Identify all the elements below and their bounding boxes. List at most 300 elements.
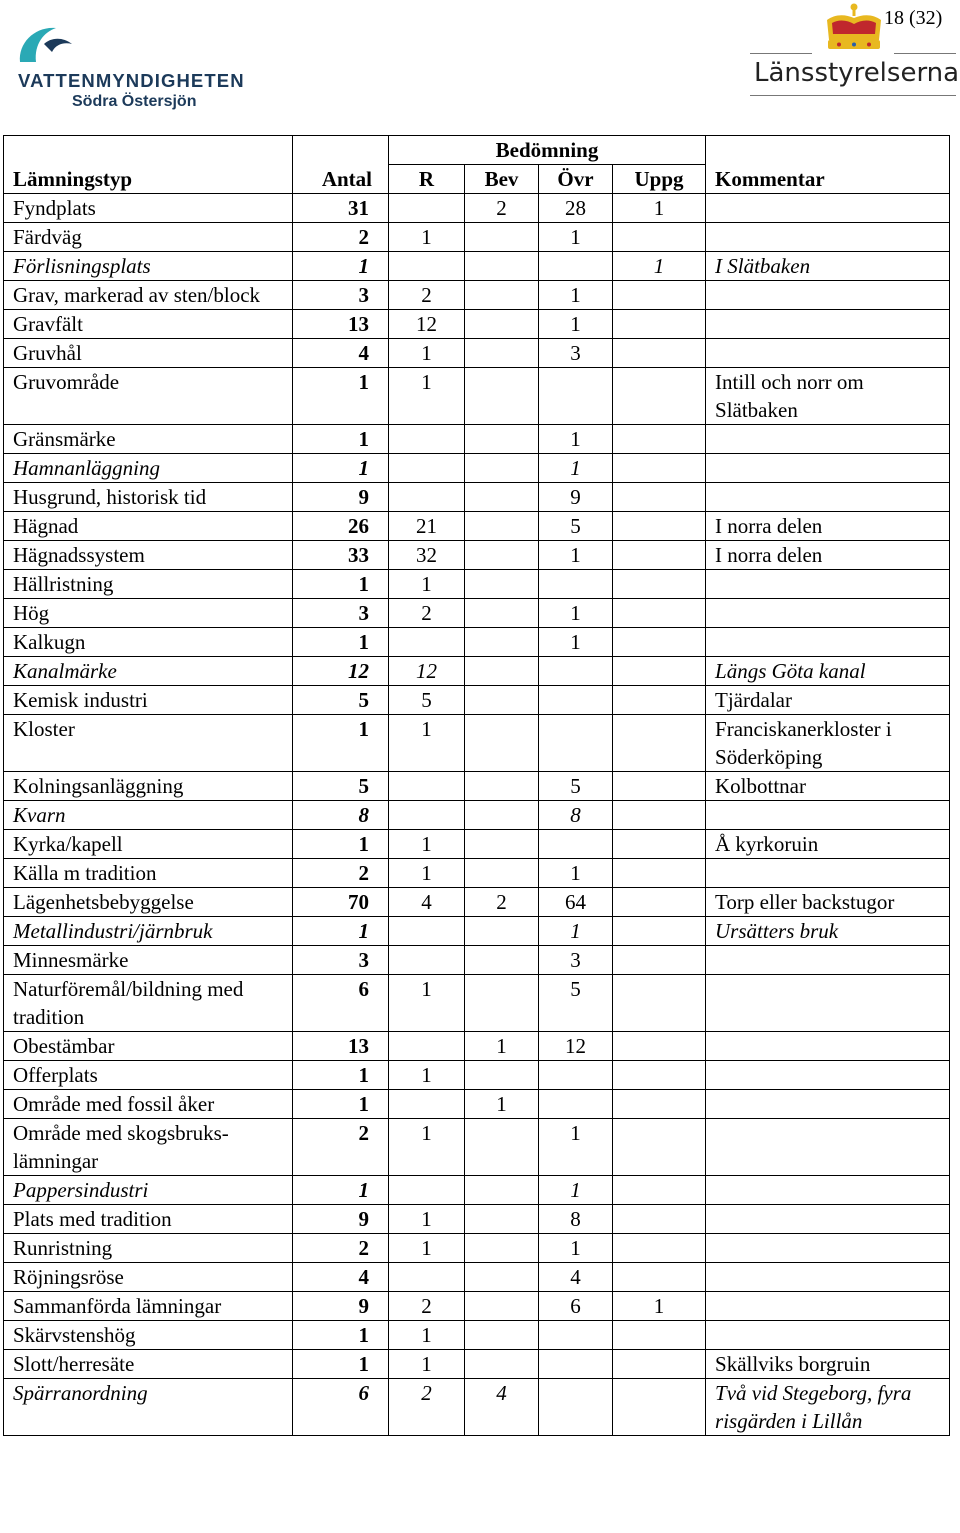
cell-kommentar xyxy=(706,1176,950,1205)
cell-kommentar xyxy=(706,1263,950,1292)
cell-antal: 1 xyxy=(293,1090,389,1119)
cell-uppg xyxy=(613,223,706,252)
cell-typ: Kvarn xyxy=(4,801,293,830)
cell-ovr: 6 xyxy=(539,1292,613,1321)
cell-bev xyxy=(465,1119,539,1176)
cell-bev xyxy=(465,1292,539,1321)
cell-r xyxy=(389,917,465,946)
cell-r: 2 xyxy=(389,1379,465,1436)
cell-kommentar xyxy=(706,599,950,628)
cell-uppg xyxy=(613,483,706,512)
cell-kommentar xyxy=(706,339,950,368)
cell-r: 12 xyxy=(389,657,465,686)
cell-antal: 2 xyxy=(293,1234,389,1263)
cell-kommentar xyxy=(706,1119,950,1176)
cell-bev xyxy=(465,917,539,946)
cell-kommentar xyxy=(706,628,950,657)
cell-bev xyxy=(465,425,539,454)
cell-kommentar xyxy=(706,1090,950,1119)
table-row xyxy=(4,1321,950,1350)
cell-r: 12 xyxy=(389,310,465,339)
cell-ovr xyxy=(539,1350,613,1379)
cell-ovr: 28 xyxy=(539,194,613,223)
cell-uppg xyxy=(613,859,706,888)
cell-bev: 1 xyxy=(465,1032,539,1061)
table-row xyxy=(4,281,950,310)
cell-ovr: 5 xyxy=(539,772,613,801)
table-row xyxy=(4,570,950,599)
cell-uppg xyxy=(613,512,706,541)
cell-kommentar: Kolbottnar xyxy=(706,772,950,801)
cell-bev xyxy=(465,1234,539,1263)
cell-antal: 70 xyxy=(293,888,389,917)
cell-r: 4 xyxy=(389,888,465,917)
cell-typ: Kalkugn xyxy=(4,628,293,657)
cell-bev xyxy=(465,859,539,888)
cell-kommentar xyxy=(706,801,950,830)
cell-ovr xyxy=(539,570,613,599)
table-row xyxy=(4,917,950,946)
cell-kommentar xyxy=(706,1234,950,1263)
cell-uppg xyxy=(613,599,706,628)
cell-typ: Spärranordning xyxy=(4,1379,293,1436)
cell-typ: Metallindustri/järnbruk xyxy=(4,917,293,946)
cell-typ: Husgrund, historisk tid xyxy=(4,483,293,512)
cell-bev xyxy=(465,310,539,339)
cell-uppg xyxy=(613,368,706,425)
org-left-line2: Södra Östersjön xyxy=(72,93,197,110)
cell-bev xyxy=(465,599,539,628)
cell-kommentar xyxy=(706,454,950,483)
cell-antal: 4 xyxy=(293,339,389,368)
cell-bev xyxy=(465,512,539,541)
cell-typ: Område med fossil åker xyxy=(4,1090,293,1119)
cell-uppg xyxy=(613,946,706,975)
table-row xyxy=(4,310,950,339)
col-header-kommentar: Kommentar xyxy=(706,136,950,194)
cell-r xyxy=(389,1090,465,1119)
cell-r: 1 xyxy=(389,1205,465,1234)
cell-kommentar xyxy=(706,1205,950,1234)
cell-uppg xyxy=(613,1321,706,1350)
col-header-lamningstyp: Lämningstyp xyxy=(4,136,293,194)
org-right: Länsstyrelserna xyxy=(754,58,960,88)
org-left-line1: VATTENMYNDIGHETEN xyxy=(18,70,245,91)
table-body xyxy=(4,194,950,1436)
cell-bev: 1 xyxy=(465,1090,539,1119)
table-row xyxy=(4,1292,950,1321)
cell-kommentar xyxy=(706,1061,950,1090)
vattenmyndigheten-logo-icon xyxy=(14,22,84,68)
cell-bev xyxy=(465,281,539,310)
cell-uppg xyxy=(613,830,706,859)
cell-uppg xyxy=(613,772,706,801)
cell-uppg xyxy=(613,541,706,570)
cell-antal: 2 xyxy=(293,859,389,888)
cell-bev xyxy=(465,715,539,772)
cell-typ: Hällristning xyxy=(4,570,293,599)
cell-antal: 1 xyxy=(293,425,389,454)
table-row xyxy=(4,194,950,223)
table-row xyxy=(4,223,950,252)
cell-r xyxy=(389,1032,465,1061)
cell-ovr: 1 xyxy=(539,281,613,310)
table-row xyxy=(4,628,950,657)
cell-uppg: 1 xyxy=(613,194,706,223)
cell-ovr xyxy=(539,1321,613,1350)
cell-bev xyxy=(465,1350,539,1379)
cell-antal: 1 xyxy=(293,252,389,281)
cell-typ: Kanalmärke xyxy=(4,657,293,686)
cell-bev xyxy=(465,339,539,368)
cell-r xyxy=(389,1176,465,1205)
table-row xyxy=(4,1176,950,1205)
cell-r xyxy=(389,194,465,223)
cell-ovr: 3 xyxy=(539,946,613,975)
table-row xyxy=(4,1090,950,1119)
cell-ovr xyxy=(539,1061,613,1090)
cell-r: 5 xyxy=(389,686,465,715)
cell-kommentar: Å kyrkoruin xyxy=(706,830,950,859)
cell-typ: Källa m tradition xyxy=(4,859,293,888)
cell-ovr: 8 xyxy=(539,1205,613,1234)
cell-antal: 31 xyxy=(293,194,389,223)
cell-typ: Naturföremål/bildning med tradition xyxy=(4,975,293,1032)
cell-antal: 3 xyxy=(293,281,389,310)
cell-r: 1 xyxy=(389,830,465,859)
cell-uppg xyxy=(613,1176,706,1205)
cell-uppg xyxy=(613,686,706,715)
cell-kommentar: Skällviks borgruin xyxy=(706,1350,950,1379)
cell-uppg xyxy=(613,1119,706,1176)
cell-typ: Fyndplats xyxy=(4,194,293,223)
cell-bev xyxy=(465,1205,539,1234)
cell-r: 1 xyxy=(389,368,465,425)
cell-ovr: 1 xyxy=(539,1234,613,1263)
cell-ovr xyxy=(539,686,613,715)
cell-r xyxy=(389,425,465,454)
cell-bev: 4 xyxy=(465,1379,539,1436)
cell-typ: Grav, markerad av sten/block xyxy=(4,281,293,310)
cell-kommentar: Tjärdalar xyxy=(706,686,950,715)
cell-typ: Förlisningsplats xyxy=(4,252,293,281)
cell-antal: 9 xyxy=(293,1205,389,1234)
cell-ovr: 5 xyxy=(539,975,613,1032)
cell-kommentar: Två vid Stegeborg, fyra risgärden i Lillån xyxy=(706,1379,950,1436)
cell-r: 1 xyxy=(389,339,465,368)
cell-bev xyxy=(465,570,539,599)
cell-uppg xyxy=(613,1061,706,1090)
cell-bev xyxy=(465,1176,539,1205)
cell-r: 1 xyxy=(389,1321,465,1350)
cell-ovr: 12 xyxy=(539,1032,613,1061)
cell-antal: 8 xyxy=(293,801,389,830)
cell-antal: 12 xyxy=(293,657,389,686)
cell-bev xyxy=(465,368,539,425)
cell-uppg xyxy=(613,975,706,1032)
cell-bev xyxy=(465,252,539,281)
cell-bev xyxy=(465,541,539,570)
crown-icon xyxy=(823,2,885,54)
cell-antal: 13 xyxy=(293,310,389,339)
cell-kommentar: I norra delen xyxy=(706,541,950,570)
divider xyxy=(750,95,956,96)
cell-ovr: 9 xyxy=(539,483,613,512)
cell-bev xyxy=(465,1321,539,1350)
cell-typ: Runristning xyxy=(4,1234,293,1263)
cell-bev xyxy=(465,1061,539,1090)
cell-bev xyxy=(465,223,539,252)
cell-ovr xyxy=(539,368,613,425)
cell-kommentar: Franciskanerkloster i Söderköping xyxy=(706,715,950,772)
cell-bev: 2 xyxy=(465,194,539,223)
table-row xyxy=(4,425,950,454)
cell-r: 1 xyxy=(389,223,465,252)
cell-typ: Pappersindustri xyxy=(4,1176,293,1205)
cell-r: 1 xyxy=(389,1234,465,1263)
cell-antal: 1 xyxy=(293,454,389,483)
cell-r: 2 xyxy=(389,281,465,310)
cell-r: 1 xyxy=(389,975,465,1032)
cell-antal: 6 xyxy=(293,975,389,1032)
cell-r: 1 xyxy=(389,859,465,888)
cell-uppg xyxy=(613,1379,706,1436)
cell-typ: Färdväg xyxy=(4,223,293,252)
table-row xyxy=(4,1205,950,1234)
lamning-table xyxy=(3,135,950,1436)
cell-ovr: 1 xyxy=(539,541,613,570)
lansstyrelserna-logo xyxy=(748,2,958,100)
cell-r xyxy=(389,1263,465,1292)
cell-kommentar xyxy=(706,223,950,252)
cell-kommentar xyxy=(706,194,950,223)
cell-antal: 1 xyxy=(293,830,389,859)
cell-r xyxy=(389,801,465,830)
table-row xyxy=(4,888,950,917)
cell-uppg xyxy=(613,1350,706,1379)
cell-antal: 1 xyxy=(293,628,389,657)
table-row xyxy=(4,512,950,541)
cell-kommentar xyxy=(706,281,950,310)
table-row xyxy=(4,1234,950,1263)
table-row xyxy=(4,483,950,512)
table-row xyxy=(4,541,950,570)
cell-bev xyxy=(465,1263,539,1292)
cell-r: 21 xyxy=(389,512,465,541)
cell-antal: 2 xyxy=(293,1119,389,1176)
cell-typ: Område med skogsbruks-lämningar xyxy=(4,1119,293,1176)
table-row xyxy=(4,1379,950,1436)
cell-typ: Hägnad xyxy=(4,512,293,541)
table-row xyxy=(4,859,950,888)
cell-ovr: 64 xyxy=(539,888,613,917)
cell-r xyxy=(389,483,465,512)
cell-r: 32 xyxy=(389,541,465,570)
cell-ovr xyxy=(539,252,613,281)
divider xyxy=(750,53,812,54)
cell-r xyxy=(389,252,465,281)
cell-kommentar xyxy=(706,1292,950,1321)
cell-bev xyxy=(465,454,539,483)
cell-kommentar xyxy=(706,1032,950,1061)
cell-typ: Offerplats xyxy=(4,1061,293,1090)
table-row xyxy=(4,1119,950,1176)
cell-antal: 2 xyxy=(293,223,389,252)
cell-ovr: 1 xyxy=(539,223,613,252)
cell-typ: Gruvområde xyxy=(4,368,293,425)
cell-r xyxy=(389,454,465,483)
vattenmyndigheten-logo xyxy=(14,22,314,110)
cell-uppg xyxy=(613,628,706,657)
cell-uppg xyxy=(613,310,706,339)
cell-antal: 9 xyxy=(293,1292,389,1321)
divider xyxy=(894,53,956,54)
cell-typ: Kloster xyxy=(4,715,293,772)
cell-ovr: 1 xyxy=(539,917,613,946)
cell-r: 1 xyxy=(389,1350,465,1379)
table-row xyxy=(4,1350,950,1379)
page-number: 18 (32) xyxy=(884,7,943,29)
cell-uppg xyxy=(613,657,706,686)
cell-kommentar xyxy=(706,1321,950,1350)
cell-ovr: 4 xyxy=(539,1263,613,1292)
cell-r: 1 xyxy=(389,715,465,772)
cell-uppg: 1 xyxy=(613,252,706,281)
cell-antal: 4 xyxy=(293,1263,389,1292)
cell-r xyxy=(389,946,465,975)
cell-r: 2 xyxy=(389,599,465,628)
cell-bev xyxy=(465,975,539,1032)
cell-typ: Gränsmärke xyxy=(4,425,293,454)
table-row xyxy=(4,657,950,686)
cell-kommentar: Intill och norr om Slätbaken xyxy=(706,368,950,425)
table-row xyxy=(4,772,950,801)
cell-typ: Gruvhål xyxy=(4,339,293,368)
cell-bev xyxy=(465,801,539,830)
cell-antal: 33 xyxy=(293,541,389,570)
table-row xyxy=(4,1032,950,1061)
cell-antal: 1 xyxy=(293,1061,389,1090)
cell-antal: 1 xyxy=(293,570,389,599)
cell-uppg xyxy=(613,888,706,917)
table-row xyxy=(4,686,950,715)
cell-r: 1 xyxy=(389,570,465,599)
cell-ovr: 1 xyxy=(539,599,613,628)
cell-uppg xyxy=(613,1032,706,1061)
cell-uppg xyxy=(613,454,706,483)
table-row xyxy=(4,252,950,281)
col-header-antal: Antal xyxy=(293,136,389,194)
table-row xyxy=(4,975,950,1032)
cell-kommentar xyxy=(706,310,950,339)
cell-kommentar xyxy=(706,975,950,1032)
cell-typ: Hägnadssystem xyxy=(4,541,293,570)
cell-uppg xyxy=(613,1090,706,1119)
cell-kommentar xyxy=(706,483,950,512)
cell-typ: Röjningsröse xyxy=(4,1263,293,1292)
col-header-ovr: Övr xyxy=(539,165,613,194)
cell-antal: 1 xyxy=(293,368,389,425)
cell-uppg xyxy=(613,425,706,454)
table-row xyxy=(4,830,950,859)
cell-uppg xyxy=(613,801,706,830)
cell-bev xyxy=(465,772,539,801)
cell-typ: Skärvstenshög xyxy=(4,1321,293,1350)
cell-kommentar xyxy=(706,425,950,454)
cell-r xyxy=(389,772,465,801)
cell-antal: 3 xyxy=(293,599,389,628)
table-row xyxy=(4,946,950,975)
cell-r: 2 xyxy=(389,1292,465,1321)
cell-kommentar: Torp eller backstugor xyxy=(706,888,950,917)
cell-typ: Minnesmärke xyxy=(4,946,293,975)
cell-ovr: 1 xyxy=(539,1119,613,1176)
table-row xyxy=(4,1263,950,1292)
cell-ovr xyxy=(539,1090,613,1119)
cell-typ: Obestämbar xyxy=(4,1032,293,1061)
cell-ovr xyxy=(539,830,613,859)
cell-antal: 1 xyxy=(293,715,389,772)
cell-typ: Gravfält xyxy=(4,310,293,339)
cell-antal: 1 xyxy=(293,1350,389,1379)
cell-bev xyxy=(465,946,539,975)
cell-ovr: 3 xyxy=(539,339,613,368)
cell-ovr xyxy=(539,715,613,772)
cell-typ: Kemisk industri xyxy=(4,686,293,715)
table-row xyxy=(4,599,950,628)
table-header-row xyxy=(4,136,950,165)
cell-ovr: 1 xyxy=(539,454,613,483)
cell-antal: 13 xyxy=(293,1032,389,1061)
cell-uppg: 1 xyxy=(613,1292,706,1321)
cell-antal: 9 xyxy=(293,483,389,512)
cell-ovr: 1 xyxy=(539,859,613,888)
cell-ovr xyxy=(539,657,613,686)
cell-antal: 3 xyxy=(293,946,389,975)
cell-bev: 2 xyxy=(465,888,539,917)
cell-bev xyxy=(465,686,539,715)
cell-kommentar: I norra delen xyxy=(706,512,950,541)
table-row xyxy=(4,801,950,830)
cell-uppg xyxy=(613,715,706,772)
cell-antal: 1 xyxy=(293,1176,389,1205)
table-row xyxy=(4,454,950,483)
cell-bev xyxy=(465,483,539,512)
cell-ovr: 5 xyxy=(539,512,613,541)
cell-typ: Hög xyxy=(4,599,293,628)
cell-ovr: 1 xyxy=(539,310,613,339)
cell-bev xyxy=(465,657,539,686)
cell-kommentar: Ursätters bruk xyxy=(706,917,950,946)
col-header-bev: Bev xyxy=(465,165,539,194)
cell-uppg xyxy=(613,917,706,946)
cell-uppg xyxy=(613,1234,706,1263)
cell-r: 1 xyxy=(389,1061,465,1090)
cell-typ: Sammanförda lämningar xyxy=(4,1292,293,1321)
col-header-bedomning: Bedömning xyxy=(389,136,706,165)
cell-uppg xyxy=(613,570,706,599)
cell-ovr: 8 xyxy=(539,801,613,830)
cell-typ: Kyrka/kapell xyxy=(4,830,293,859)
cell-antal: 5 xyxy=(293,772,389,801)
cell-uppg xyxy=(613,1205,706,1234)
cell-ovr: 1 xyxy=(539,425,613,454)
cell-kommentar: I Slätbaken xyxy=(706,252,950,281)
cell-typ: Plats med tradition xyxy=(4,1205,293,1234)
cell-ovr: 1 xyxy=(539,628,613,657)
cell-antal: 26 xyxy=(293,512,389,541)
cell-kommentar xyxy=(706,570,950,599)
